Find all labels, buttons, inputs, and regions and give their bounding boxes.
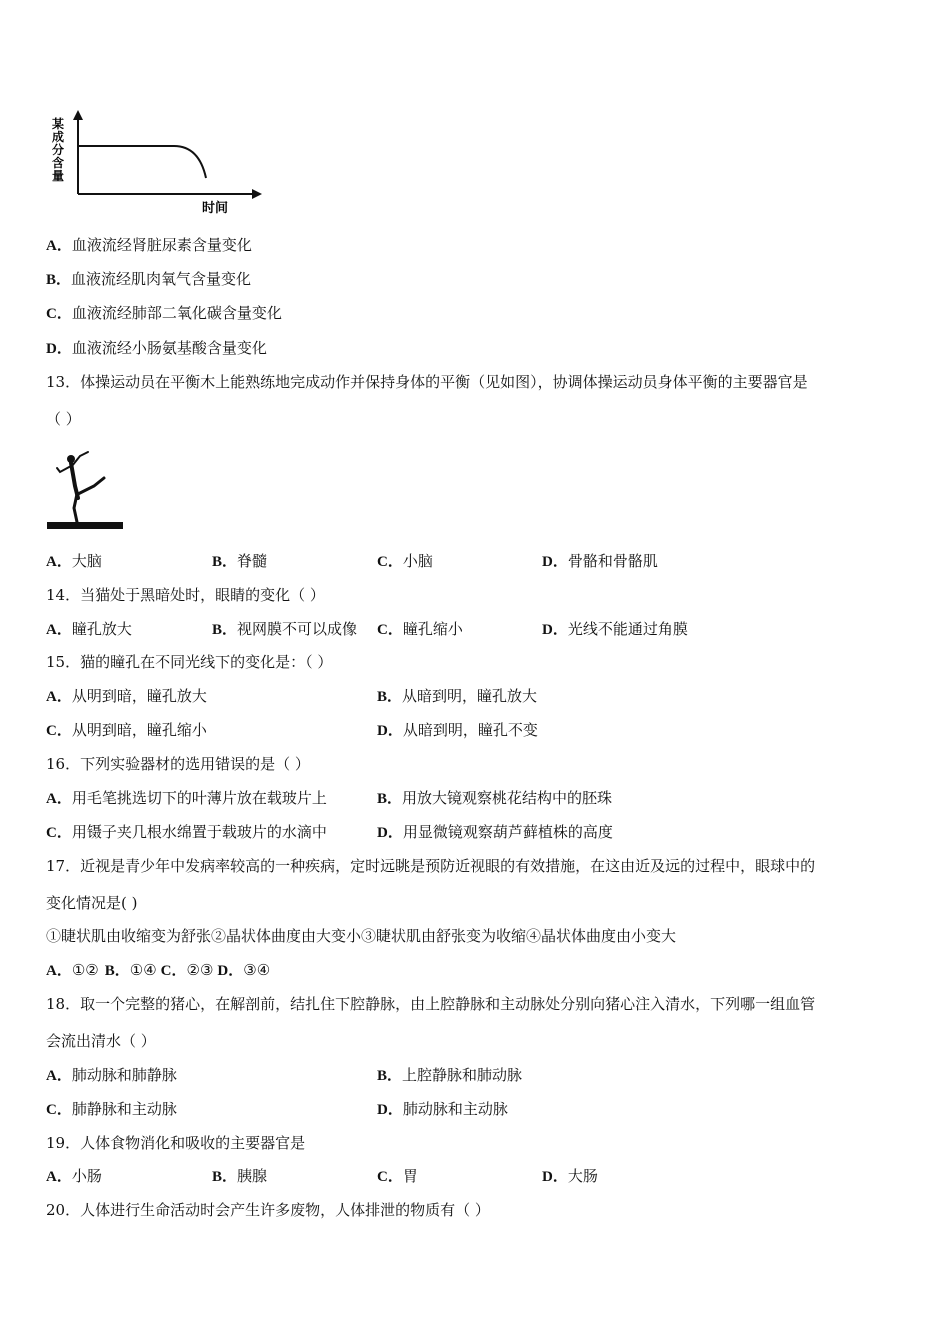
q15-option-c: C．从明到暗，瞳孔缩小 xyxy=(46,721,207,739)
q19-option-d: D．大肠 xyxy=(542,1167,598,1185)
q15-option-d: D．从暗到明，瞳孔不变 xyxy=(377,721,538,739)
q18-stem: 18．取一个完整的猪心，在解剖前，结扎住下腔静脉，由上腔静脉和主动脉处分别向猪心注入清水，下列哪一组血管 xyxy=(46,995,816,1013)
q12-option-b: B．血液流经肌肉氧气含量变化 xyxy=(46,270,252,288)
gymnast-arm xyxy=(57,466,71,472)
gymnast-standing-leg xyxy=(74,494,77,522)
ylabel-char: 成 xyxy=(52,130,65,144)
x-axis-arrow xyxy=(252,189,262,199)
q17-stem: 17．近视是青少年中发病率较高的一种疾病，定时远眺是预防近视眼的有效措施，在这由近及远的过程中，眼球中的 xyxy=(46,857,816,875)
content-time-graph xyxy=(44,108,269,218)
q13-option-b: B．脊髓 xyxy=(212,552,268,570)
gymnast-svg xyxy=(44,446,129,532)
q18-option-d: D．肺动脉和主动脉 xyxy=(377,1100,508,1118)
q19-option-a: A．小肠 xyxy=(46,1167,102,1185)
q17-statements: ①睫状肌由收缩变为舒张②晶状体曲度由大变小③睫状肌由舒张变为收缩④晶状体曲度由小变大 xyxy=(46,927,677,945)
balance-beam xyxy=(47,522,123,529)
ylabel-char: 量 xyxy=(52,169,65,183)
graph-svg xyxy=(44,108,269,218)
q14-option-c: C．瞳孔缩小 xyxy=(377,620,463,638)
q20-stem: 20．人体进行生命活动时会产生许多废物，人体排泄的物质有（ ） xyxy=(46,1201,490,1219)
q16-option-c: C．用镊子夹几根水绵置于载玻片的水滴中 xyxy=(46,823,327,841)
q16-option-b: B．用放大镜观察桃花结构中的胚珠 xyxy=(377,789,613,807)
q14-stem: 14．当猫处于黑暗处时，眼睛的变化（ ） xyxy=(46,586,325,604)
q13-option-c: C．小脑 xyxy=(377,552,433,570)
q19-stem: 19．人体食物消化和吸收的主要器官是 xyxy=(46,1134,306,1152)
xlabel: 时间 xyxy=(202,201,229,216)
ylabel-char: 含 xyxy=(52,156,65,170)
q14-option-a: A．瞳孔放大 xyxy=(46,620,132,638)
gymnast-on-beam-figure xyxy=(44,446,129,532)
gymnast-raised-leg xyxy=(78,478,104,494)
q15-stem: 15．猫的瞳孔在不同光线下的变化是：（ ） xyxy=(46,653,333,671)
q18-option-a: A．肺动脉和肺静脉 xyxy=(46,1066,177,1084)
q15-option-b: B．从暗到明，瞳孔放大 xyxy=(377,687,538,705)
q16-option-d: D．用显微镜观察葫芦藓植株的高度 xyxy=(377,823,613,841)
q15-option-a: A．从明到暗，瞳孔放大 xyxy=(46,687,207,705)
q14-option-b: B．视网膜不可以成像 xyxy=(212,620,358,638)
q18-stem-cont: 会流出清水（ ） xyxy=(46,1032,156,1050)
q16-stem: 16．下列实验器材的选用错误的是（ ） xyxy=(46,755,310,773)
q19-option-c: C．胃 xyxy=(377,1167,418,1185)
q17-options: A．①② B．①④ C．②③ D．③④ xyxy=(46,961,271,979)
q12-option-c: C．血液流经肺部二氧化碳含量变化 xyxy=(46,304,282,322)
q18-option-c: C．肺静脉和主动脉 xyxy=(46,1100,177,1118)
q13-option-a: A．大脑 xyxy=(46,552,102,570)
q18-option-b: B．上腔静脉和肺动脉 xyxy=(377,1066,523,1084)
q17-stem-cont: 变化情况是( ) xyxy=(46,894,138,912)
q14-option-d: D．光线不能通过角膜 xyxy=(542,620,688,638)
y-axis-arrow xyxy=(73,110,83,120)
ylabel-char: 某 xyxy=(52,117,65,131)
q12-option-a: A．血液流经肾脏尿素含量变化 xyxy=(46,236,252,254)
q16-option-a: A．用毛笔挑选切下的叶薄片放在载玻片上 xyxy=(46,789,327,807)
q13-option-d: D．骨骼和骨骼肌 xyxy=(542,552,658,570)
q19-option-b: B．胰腺 xyxy=(212,1167,268,1185)
q13-stem-cont: （ ） xyxy=(46,410,81,428)
q12-option-d: D．血液流经小肠氨基酸含量变化 xyxy=(46,339,267,357)
ylabel-char: 分 xyxy=(52,143,65,157)
q13-stem: 13．体操运动员在平衡木上能熟练地完成动作并保持身体的平衡（见如图），协调体操运动员身体平衡的主要器官是 xyxy=(46,373,808,391)
content-curve xyxy=(78,146,206,178)
